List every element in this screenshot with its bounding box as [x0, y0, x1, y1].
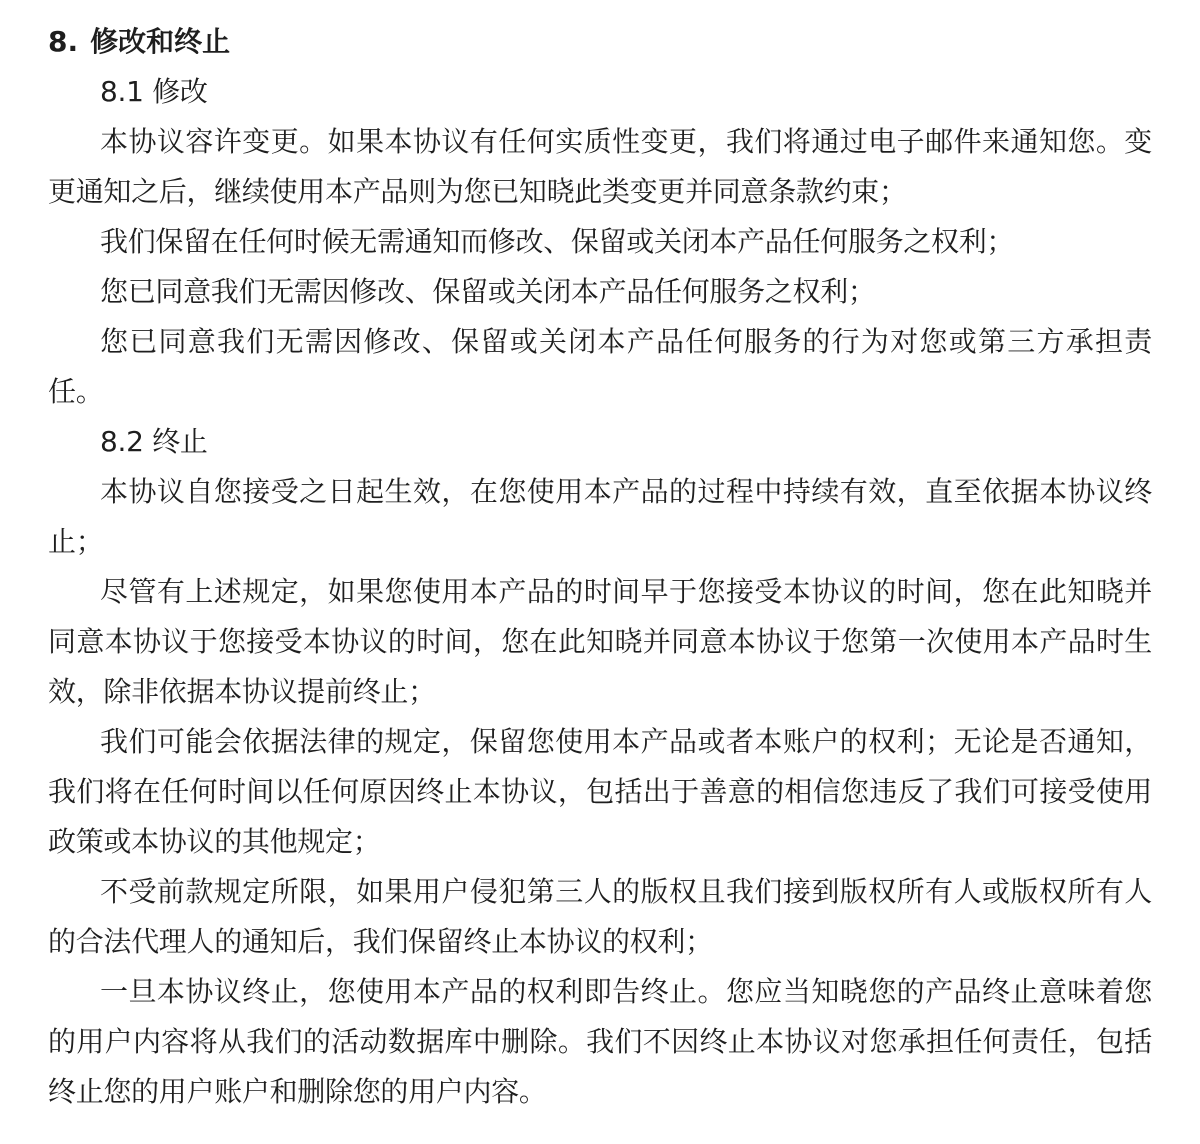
subsection-heading: 8.1 修改 — [100, 75, 208, 108]
section-title-text: 修改和终止 — [90, 25, 231, 58]
paragraph: 您已同意我们无需因修改、保留或关闭本产品任何服务之权利； — [100, 275, 876, 308]
subsection-termination — [48, 417, 1152, 1117]
paragraph: 我们可能会依据法律的规定，保留您使用本产品或者本账户的权利；无论是否通知，我们将在任何时间以任何原因终止本协议，包括出于善意的相信您违反了我们可接受使用政策或本协议的其他规定； — [48, 725, 1152, 858]
paragraph: 尽管有上述规定，如果您使用本产品的时间早于您接受本协议的时间，您在此知晓并同意本协议于您接受本协议的时间，您在此知晓并同意本协议于您第一次使用本产品时生效，除非依据本协议提前终止； — [48, 575, 1152, 708]
paragraph: 我们保留在任何时候无需通知而修改、保留或关闭本产品任何服务之权利； — [100, 225, 1015, 258]
paragraph: 本协议容许变更。如果本协议有任何实质性变更，我们将通过电子邮件来通知您。变更通知之后，继续使用本产品则为您已知晓此类变更并同意条款约束； — [48, 125, 1152, 208]
paragraph: 您已同意我们无需因修改、保留或关闭本产品任何服务的行为对您或第三方承担责任。 — [48, 325, 1152, 408]
section-title — [48, 17, 1152, 67]
subsection-heading: 8.2 终止 — [100, 425, 208, 458]
subsection-modification — [48, 67, 1152, 417]
section-number: 8. — [48, 25, 79, 58]
paragraph: 不受前款规定所限，如果用户侵犯第三人的版权且我们接到版权所有人或版权所有人的合法代理人的通知后，我们保留终止本协议的权利； — [48, 875, 1152, 958]
paragraph: 本协议自您接受之日起生效，在您使用本产品的过程中持续有效，直至依据本协议终止； — [48, 475, 1152, 558]
paragraph: 一旦本协议终止，您使用本产品的权利即告终止。您应当知晓您的产品终止意味着您的用户内容将从我们的活动数据库中删除。我们不因终止本协议对您承担任何责任，包括终止您的用户账户和删除您的用户内容。 — [48, 975, 1152, 1108]
